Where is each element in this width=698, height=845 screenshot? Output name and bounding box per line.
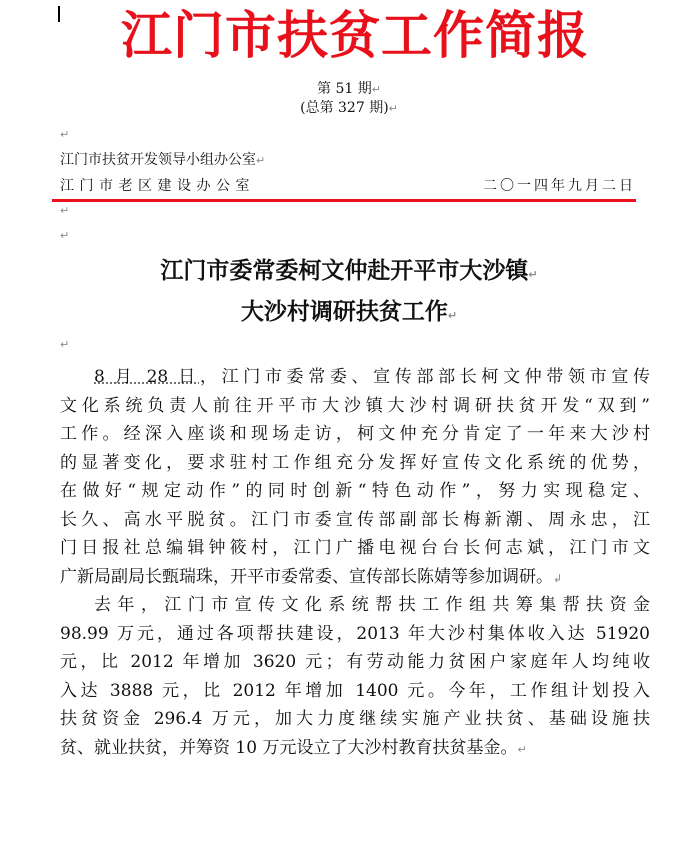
- title-line-2: 大沙村调研扶贫工作↵: [240, 298, 458, 325]
- issue-date: 二〇一四年九月二日: [483, 178, 636, 194]
- text-line: 在做好“规定动作”的同时创新“特色动作”，努力实现稳定、: [60, 481, 650, 501]
- office-line-1: 江门市扶贫开发领导小组办公室↵: [60, 152, 266, 168]
- issue-info: [0, 80, 698, 118]
- text-line: 的显著变化，要求驻村工作组充分发挥好宣传文化系统的优势，: [60, 452, 650, 473]
- text-line: 入达 3888 元，比 2012 年增加 1400 元。今年，工作组计划投入: [60, 680, 650, 701]
- paragraph-mark: ↵: [60, 338, 70, 351]
- text-line: 去年，江门市宣传文化系统帮扶工作组共筹集帮扶资金: [94, 595, 650, 615]
- issue-number: 第 51 期↵: [317, 81, 381, 97]
- paragraph-mark: ↵: [60, 204, 70, 217]
- paragraph-1: [60, 363, 650, 591]
- text-line: 98.99 万元，通过各项帮扶建设，2013 年大沙村集体收入达 51920: [60, 623, 650, 644]
- text-line: 广新局副局长甄瑞珠，开平市委常委、宣传部长陈婧等参加调研。↲: [60, 566, 563, 587]
- red-divider-line: [52, 199, 636, 202]
- issue-total: (总第 327 期)↵: [300, 100, 398, 116]
- date-text: 8 月 28 日: [94, 367, 200, 387]
- text-line: 工作。经深入座谈和现场走访，柯文仲充分肯定了一年来大沙村: [60, 424, 650, 444]
- office-line-2: 江门市老区建设办公室: [60, 178, 255, 194]
- text-line: 文化系统负责人前往开平市大沙镇大沙村调研扶贫开发“双到”: [60, 395, 650, 416]
- paragraph-mark: ↵: [60, 128, 70, 141]
- paragraph-mark: ↵: [60, 229, 70, 242]
- text-line: 元，比 2012 年增加 3620 元；有劳动能力贫困户家庭年人均纯收: [60, 652, 650, 672]
- text-line: 贫、就业扶贫，并筹资 10 万元设立了大沙村教育扶贫基金。↵: [60, 737, 527, 758]
- masthead-title: 江门市扶贫工作简报: [120, 7, 589, 66]
- paragraph-2: [60, 591, 650, 762]
- article-body: [60, 363, 650, 762]
- text-line: 扶贫资金 296.4 万元，加大力度继续实施产业扶贫、基础设施扶: [60, 709, 650, 729]
- article-title: [0, 252, 698, 334]
- title-line-1: 江门市委常委柯文仲赴开平市大沙镇↵: [160, 257, 538, 284]
- text-line: 长久、高水平脱贫。江门市委宣传部副部长梅新潮、周永忠，江: [60, 509, 650, 530]
- text-line: 门日报社总编辑钟筱村，江门广播电视台台长何志斌，江门市文: [60, 538, 650, 558]
- text-line: 8 月 28 日，江门市委常委、宣传部部长柯文仲带领市宣传: [94, 367, 650, 387]
